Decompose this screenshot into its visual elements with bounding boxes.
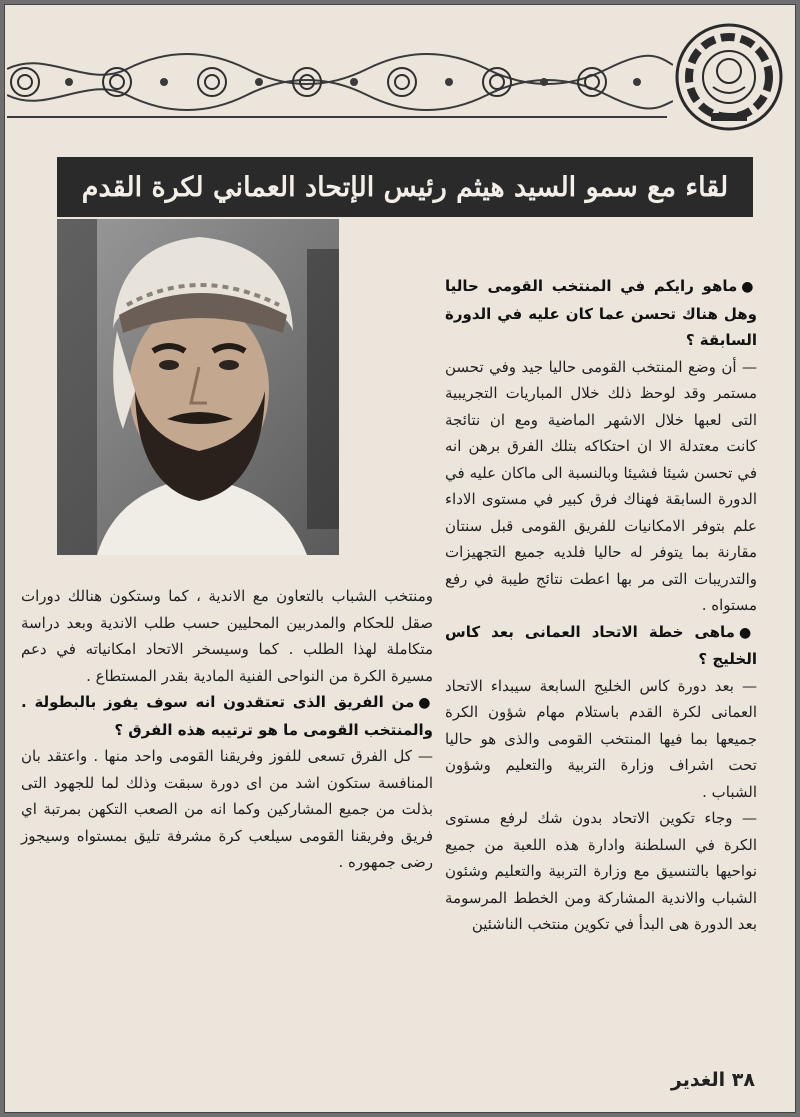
question-3: ●من الفريق الذى تعتقدون انه سوف يفوز بالبطولة . والمنتخب القومى ما هو ترتيبه هذه الفرق ؟ <box>21 693 433 739</box>
bullet-icon: ● <box>741 279 757 295</box>
ornament-border <box>7 45 673 125</box>
answer-3: — وجاء تكوين الاتحاد بدون شك لرفع مستوى الكرة في السلطنة وادارة هذه اللعبة من جميع نواحيها بالتنسيق مع وزارة التربية والتعليم وشئون الشباب والاندية المشاركة ومن الخطط المرسومة بعد الدورة هى البدأ في تكوين منتخب الناشئين <box>445 809 757 933</box>
bullet-icon: ● <box>738 624 758 641</box>
magazine-page <box>4 4 796 1113</box>
answer-4: — كل الفرق تسعى للفوز وفريقنا القومى واحد منها . واعتقد بان المنافسة ستكون اشد من اى دورة سبقت وذلك لما للجهود التى بذلت من جميع المشاركين وكما انه من الصعب التكهن بمرتبة اي فريق وفريقنا القومى سيلعب كرة مشرفة تليق بمستواه وسيجوز رضى جمهوره . <box>21 747 433 871</box>
emblem-logo-icon <box>673 21 785 133</box>
left-column <box>21 583 433 876</box>
article-title-banner <box>57 157 753 217</box>
question-1: ●ماهو رايكم في المنتخب القومى حاليا وهل هناك تحسن عما كان عليه في الدورة السابقة ؟ <box>445 277 757 349</box>
page-footer: ٣٨ الغدير <box>670 1069 755 1091</box>
answer-1: — أن وضع المنتخب القومى حاليا جيد وفي تحسن مستمر وقد لوحظ ذلك خلال المباريات التجريبية التى لعبها خلال الاشهر الماضية ومع ان نتائجة كانت معتدلة الا ان احتكاكه بتلك الفرق برهن انه في تحسن شيئا فشيئا وبالنسبة الى ماكان عليه في الدورة السابقة فهناك فرق كبير في مستوى الاداء علم بتوفر الامكانيات للفريق القومى قبل سنتان مقارنة بما يتوفر له حاليا فلديه جميع التجهيزات والتدريبات التى مر بها اعطت نتائج طيبة في رفع مستواه . <box>445 357 757 614</box>
right-column <box>445 273 757 938</box>
answer-2: — بعد دورة كاس الخليج السابعة سيبداء الاتحاد العمانى لكرة القدم باستلام مهام شؤون الكرة جميعها بما فيها المنتخب القومى والذى هو حاليا تحت اشراف وزارة التربية والتعليم وشؤون الشباب . <box>445 676 757 801</box>
question-2: ●ماهى خطة الاتحاد العمانى بعد كاس الخليج ؟ <box>445 622 758 668</box>
bullet-icon: ● <box>418 695 433 711</box>
portrait-photo <box>57 219 339 555</box>
article-title: لقاء مع سمو السيد هيثم رئيس الإتحاد العماني لكرة القدم <box>81 171 729 203</box>
left-paragraph-1: ومنتخب الشباب بالتعاون مع الاندية ، كما وستكون هنالك دورات صقل للحكام والمدربين المحليين حسب طلب الاندية وبعد دراسة متكاملة لهذا الطلب . كما وسيسخر الاتحاد امكانياته في دعم مسيرة الكرة من النواحى الفنية المادية بقدر المستطاع . <box>21 587 433 685</box>
